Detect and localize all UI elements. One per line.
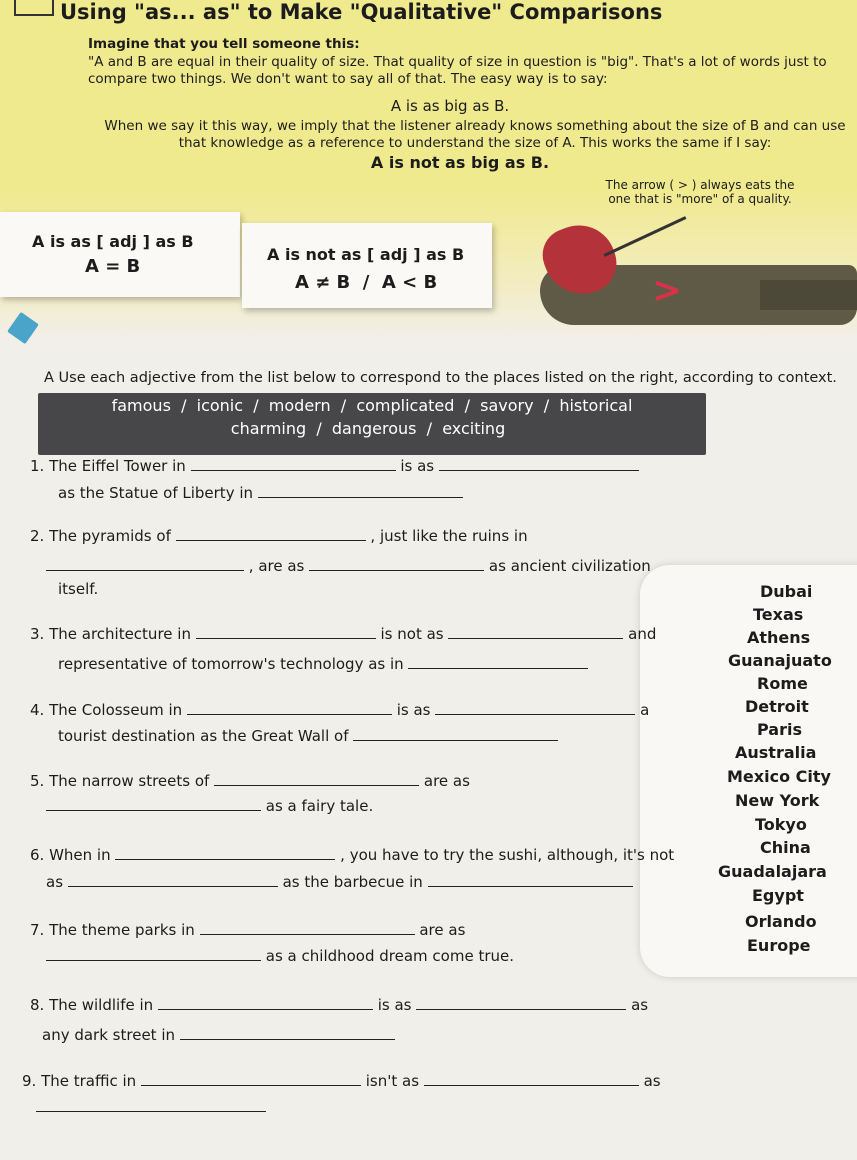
exercise-text: 9. The traffic in [22, 1072, 137, 1090]
answer-blank[interactable] [68, 874, 278, 887]
exercise-text: as ancient civilization [488, 557, 651, 575]
exercise-text: 7. The theme parks in [30, 921, 195, 939]
place-item: Detroit [745, 697, 809, 716]
exercise-5-line2 [46, 797, 373, 815]
exercise-6-line2 [46, 873, 633, 891]
exercise-text: as [643, 1072, 661, 1090]
exercise-text: are as [419, 921, 466, 939]
exercise-8-line2 [42, 1026, 395, 1044]
exercise-text: as [631, 996, 649, 1014]
page-title: Using "as... as" to Make "Qualitative" Comparisons [60, 0, 663, 24]
exercise-7-line1 [30, 921, 465, 939]
exercise-text: as the Statue of Liberty in [58, 484, 254, 502]
answer-blank[interactable] [439, 458, 639, 471]
exercise-text: as [46, 873, 64, 891]
not-equal-pattern: A is not as [ adj ] as B [267, 245, 465, 264]
exercise-7-line2 [46, 947, 514, 965]
place-item: Athens [747, 628, 811, 647]
exercise-5-line1 [30, 772, 470, 790]
answer-blank[interactable] [176, 528, 366, 541]
place-item: Europe [747, 936, 811, 955]
exercise-text: as the barbecue in [282, 873, 423, 891]
answer-blank[interactable] [196, 626, 376, 639]
place-item: Orlando [745, 912, 817, 931]
greater-than-symbol: > [652, 270, 683, 311]
exercise-text: representative of tomorrow's technology as in [58, 655, 404, 673]
exercise-text: a [640, 701, 650, 719]
exercise-text: tourist destination as the Great Wall of [58, 727, 349, 745]
answer-blank[interactable] [424, 1073, 639, 1086]
answer-blank[interactable] [191, 458, 396, 471]
exercise-text: 1. The Eiffel Tower in [30, 457, 186, 475]
exercise-text: 3. The architecture in [30, 625, 191, 643]
answer-blank[interactable] [258, 485, 463, 498]
answer-blank[interactable] [187, 702, 392, 715]
not-equal-symbol: A ≠ B / A < B [295, 272, 438, 293]
exercise-text: 6. When in [30, 846, 111, 864]
exercise-3-line2 [58, 655, 588, 673]
answer-blank[interactable] [214, 773, 419, 786]
quote-text: "A and B are equal in their quality of size. That quality of size in question is "big". That's a lot of words just to compare two things. We don't want to say all of that. The easy way is to say: [88, 54, 827, 87]
exercise-1-line1 [30, 457, 639, 475]
crocodile-tail [760, 280, 857, 310]
exercise-2-line2 [46, 557, 651, 575]
section-a-instruction: A Use each adjective from the list below to correspond to the places listed on the right, according to context. [44, 370, 837, 386]
exercise-2-line1 [30, 527, 528, 545]
answer-blank[interactable] [309, 558, 484, 571]
place-item: Guanajuato [728, 651, 832, 670]
exercise-text: is as [400, 457, 435, 475]
exercise-text: , are as [248, 557, 305, 575]
place-item: New York [735, 791, 820, 810]
intro-text: Imagine that you tell someone this: [88, 36, 360, 52]
exercise-text: isn't as [365, 1072, 420, 1090]
answer-blank[interactable] [200, 922, 415, 935]
exercise-text: are as [423, 772, 470, 790]
place-item: Paris [757, 720, 802, 739]
place-item: Texas [753, 605, 804, 624]
answer-blank[interactable] [115, 847, 335, 860]
answer-blank[interactable] [46, 948, 261, 961]
exercise-text: is as [396, 701, 431, 719]
explanation-text: When we say it this way, we imply that the listener already knows something about the size of B and can use that knowledge as a reference to understand the size of A. This works the same if I say: [104, 118, 846, 151]
equal-symbol: A = B [85, 256, 141, 277]
arrow-note: The arrow ( > ) always eats the one that is "more" of a quality. [605, 178, 795, 206]
exercise-text: , just like the ruins in [370, 527, 528, 545]
exercise-6-line1 [30, 846, 674, 864]
answer-blank[interactable] [416, 997, 626, 1010]
answer-blank[interactable] [435, 702, 635, 715]
exercise-4-line1 [30, 701, 649, 719]
answer-blank[interactable] [158, 997, 373, 1010]
exercise-text: any dark street in [42, 1026, 175, 1044]
place-item: Rome [757, 674, 808, 693]
exercise-1-line2 [58, 484, 463, 502]
exercise-4-line2 [58, 727, 558, 745]
adjective-list-line2: charming / dangerous / exciting [230, 419, 506, 438]
equal-pattern: A is as [ adj ] as B [32, 232, 194, 251]
answer-blank[interactable] [408, 656, 588, 669]
answer-blank[interactable] [353, 728, 558, 741]
answer-blank[interactable] [180, 1027, 395, 1040]
exercise-9-line1 [22, 1072, 661, 1090]
place-item: Mexico City [727, 767, 831, 786]
not-equal-rule-card [242, 223, 492, 308]
answer-blank[interactable] [46, 558, 244, 571]
exercise-text: itself. [58, 580, 99, 598]
exercise-8-line1 [30, 996, 648, 1014]
exercise-text: is as [377, 996, 412, 1014]
place-item: Australia [735, 743, 817, 762]
exercise-text: , you have to try the sushi, although, it's not [340, 846, 675, 864]
exercise-text: and [628, 625, 657, 643]
formula-not-equal: A is not as big as B. [370, 153, 550, 172]
exercise-3-line1 [30, 625, 656, 643]
book-icon [14, 0, 54, 16]
place-item: Tokyo [755, 815, 807, 834]
exercise-text: as a fairy tale. [265, 797, 374, 815]
place-item: Dubai [760, 582, 813, 601]
formula-equal: A is as big as B. [390, 97, 510, 115]
exercise-9-line2 [36, 1098, 266, 1116]
answer-blank[interactable] [46, 798, 261, 811]
exercise-text: 5. The narrow streets of [30, 772, 210, 790]
exercise-text: as a childhood dream come true. [265, 947, 515, 965]
equal-rule-card [0, 212, 240, 297]
exercise-text: 4. The Colosseum in [30, 701, 183, 719]
exercise-text: 8. The wildlife in [30, 996, 154, 1014]
answer-blank[interactable] [428, 874, 633, 887]
adjective-list-line1: famous / iconic / modern / complicated / savory / historical [111, 396, 633, 415]
place-item: Egypt [752, 886, 804, 905]
exercise-text: is not as [380, 625, 444, 643]
answer-blank[interactable] [36, 1099, 266, 1112]
answer-blank[interactable] [141, 1073, 361, 1086]
place-item: China [760, 838, 811, 857]
place-item: Guadalajara [718, 862, 827, 881]
answer-blank[interactable] [448, 626, 623, 639]
exercise-text: 2. The pyramids of [30, 527, 171, 545]
